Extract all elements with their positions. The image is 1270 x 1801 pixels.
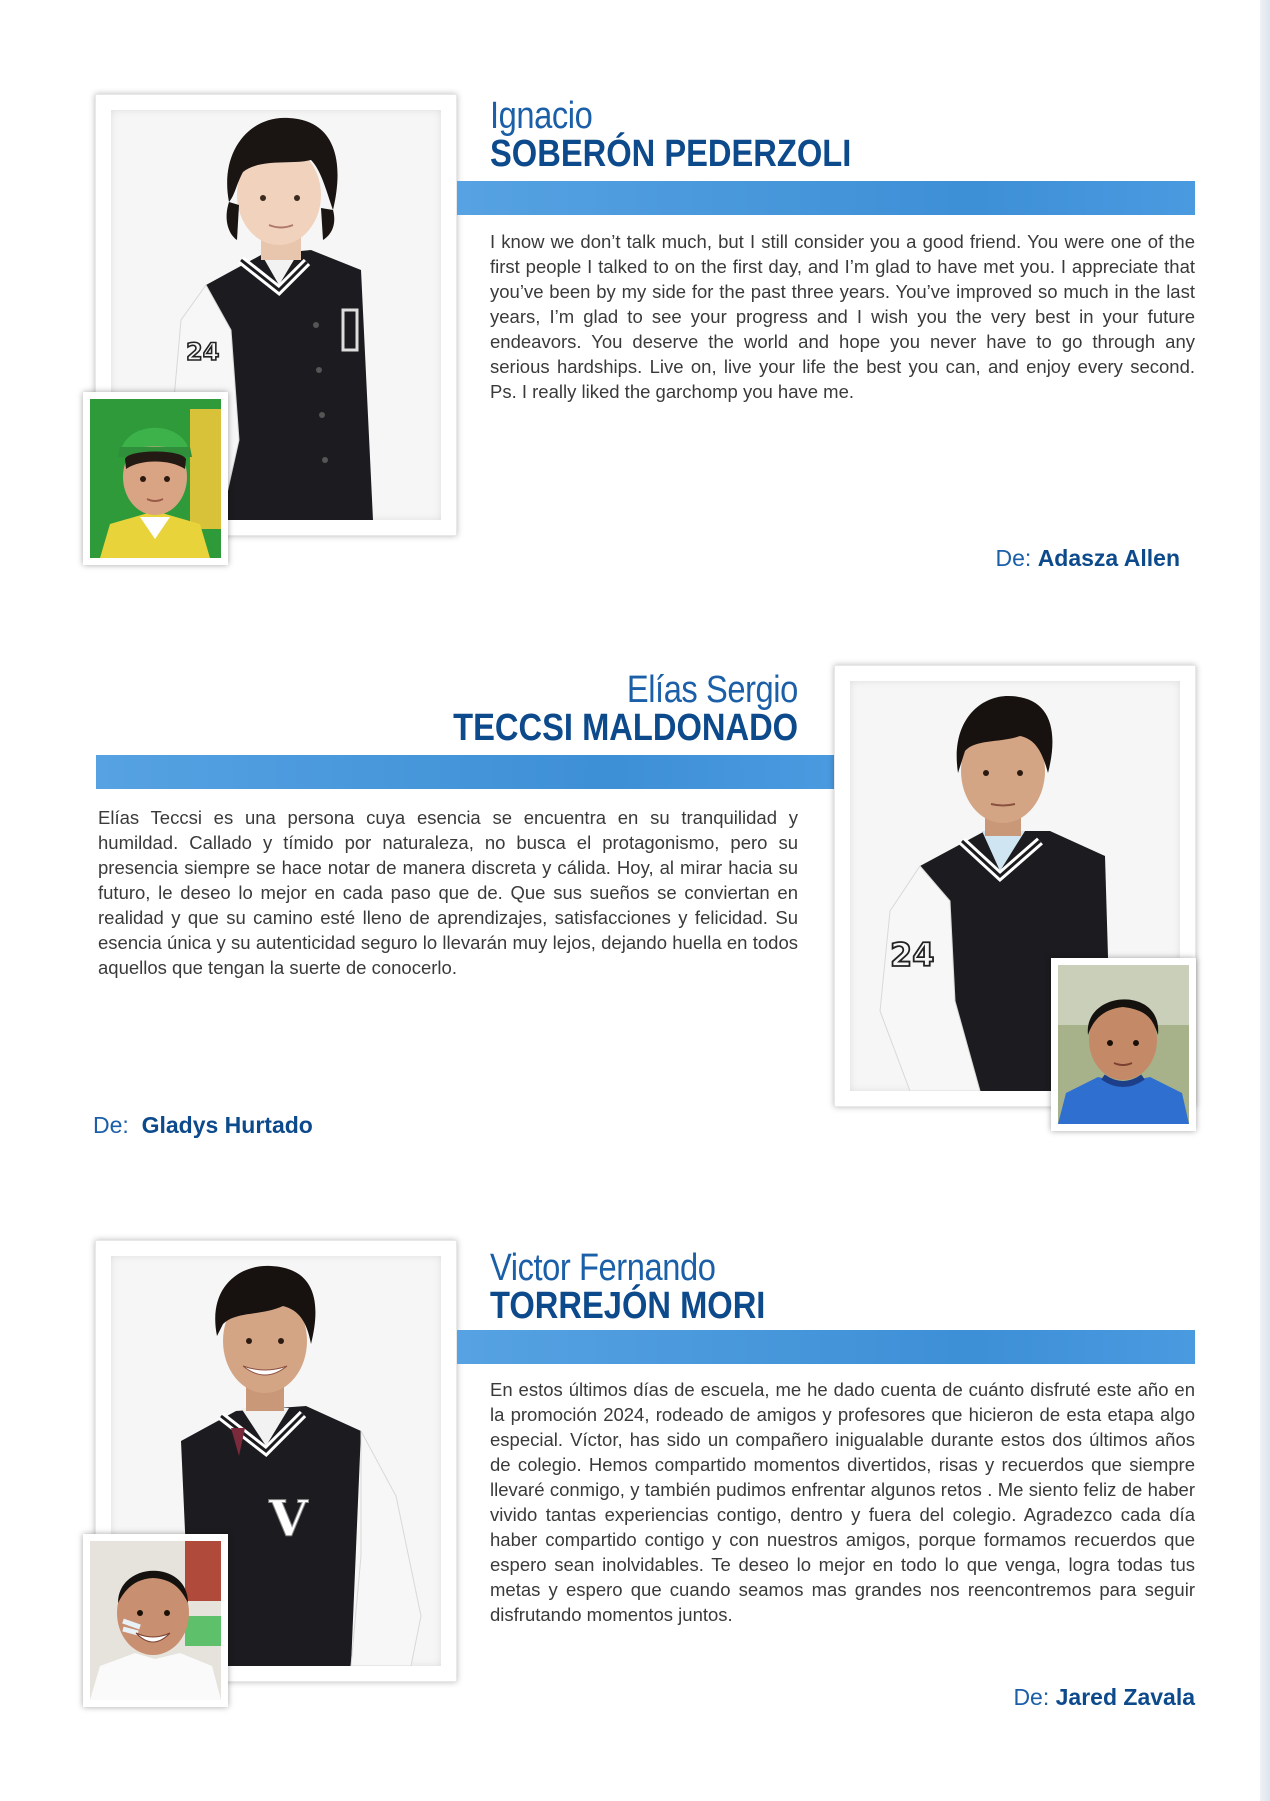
jacket-number: 24	[890, 936, 935, 974]
student-last-name: TECCSI MALDONADO	[453, 707, 798, 749]
from-name: Jared Zavala	[1055, 1684, 1195, 1710]
childhood-photo-frame-3	[83, 1534, 228, 1707]
from-name: Adasza Allen	[1037, 545, 1180, 571]
jacket-number: 24	[186, 338, 220, 366]
student-first-name: Victor Fernando	[490, 1247, 716, 1289]
from-label: De:	[995, 545, 1032, 571]
dedication-message: Elías Teccsi es una persona cuya esencia se encuentra en su tranquilidad y humildad. Callado y tímido por naturaleza, no busca el protagonismo, pero su presencia siempre se hace notar de manera discreta y cálida. Hoy, al mirar hacia su futuro, le deseo lo mejor en cada paso que de. Que sus sueños se conviertan en realidad y que su camino esté lleno de aprendizajes, satisfacciones y felicidad. Su esencia única y su autenticidad seguro lo llevarán muy lejos, dejando huella en todos aquellos que tengan la suerte de conocerlo.	[98, 807, 798, 978]
from-label: De:	[93, 1112, 129, 1138]
dedication-message: En estos últimos días de escuela, me he dado cuenta de cuánto disfruté este año en la promoción 2024, rodeado de amigos y profesores que hicieron de esta etapa algo especial. Víctor, has sido un compañero inigualable durante estos dos últimos años de colegio. Hemos compartido momentos divertidos, risas y recuerdos que siempre llevaré conmigo, y también pudimos enfrentar algunos retos . Me siento feliz de haber vivido tantas experiencias contigo, dentro y fuera del colegio. Agradezco cada día haber compartido contigo y con nuestros amigos, porque formamos recuerdos que espero sean inolvidables. Te deseo lo mejor en todo lo que venga, logra todas tus metas y espero que cuando seamos mas grandes nos reencontremos para seguir disfrutando momentos juntos.	[490, 1379, 1195, 1625]
student-last-name: SOBERÓN PEDERZOLI	[490, 133, 852, 175]
dedication-message: I know we don’t talk much, but I still consider you a good friend. You were one of the first people I talked to on the first day, and I’m glad to have met you. I appreciate that you’ve been by my side for the past three years. You’ve improved so much in the last years, I’m glad to see your progress and I wish you the very best in your future endeavors. You deserve the world and hope you never have to go through any serious hardships. Live on, live your life the best you can, and enjoy every second. Ps. I really liked the garchomp you have me.	[490, 231, 1195, 402]
student-first-name: Ignacio	[490, 95, 593, 137]
student-last-name: TORREJÓN MORI	[490, 1285, 766, 1327]
from-name: Gladys Hurtado	[141, 1112, 313, 1138]
from-label: De:	[1013, 1684, 1050, 1710]
student-first-name: Elías Sergio	[626, 669, 798, 711]
dedication-signature	[1013, 1683, 1195, 1711]
childhood-photo-3	[90, 1541, 221, 1700]
name-band	[457, 1330, 1195, 1364]
jacket-letter: V	[269, 1489, 308, 1548]
